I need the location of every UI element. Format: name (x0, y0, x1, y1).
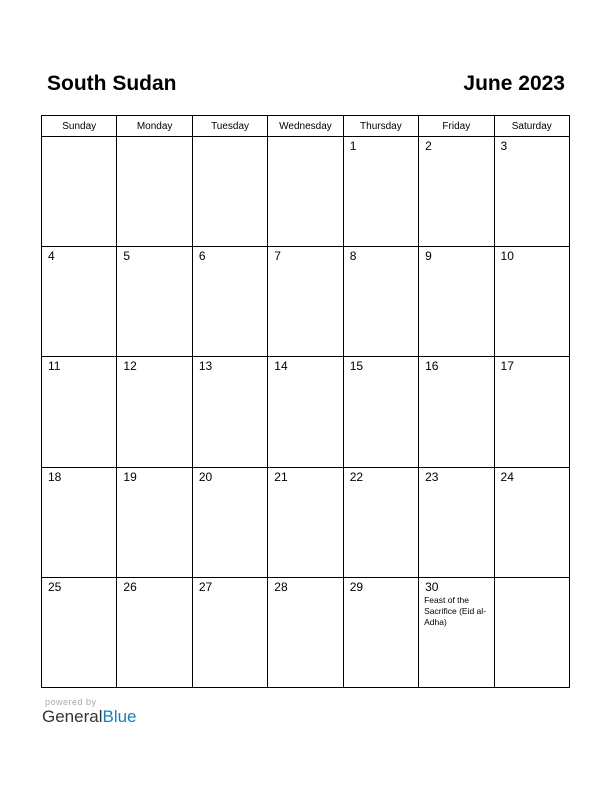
week-row (42, 357, 570, 467)
day-cell (494, 467, 569, 577)
day-number: 10 (500, 249, 514, 264)
brand-part-blue: Blue (102, 707, 137, 726)
day-number: 6 (198, 249, 206, 264)
day-number: 13 (198, 359, 213, 374)
day-cell (494, 137, 569, 247)
day-number (117, 137, 191, 140)
day-number: 12 (123, 359, 137, 374)
day-cell (192, 357, 267, 467)
day-number: 5 (123, 249, 131, 264)
day-number: 30 (425, 579, 439, 594)
week-row (42, 137, 570, 247)
week-row (42, 577, 570, 687)
weekday-header-row (42, 116, 570, 137)
month-title: June 2023 (463, 72, 565, 95)
day-number: 25 (48, 579, 62, 594)
day-cell (117, 467, 192, 577)
week-row (42, 467, 570, 577)
day-cell (42, 357, 117, 467)
day-cell (268, 467, 343, 577)
day-number: 26 (123, 579, 137, 594)
day-number: 15 (349, 359, 364, 374)
day-cell (494, 357, 569, 467)
brand-part-general: General (42, 707, 103, 726)
day-cell (343, 247, 418, 357)
day-cell (343, 577, 418, 687)
day-number: 2 (425, 139, 432, 153)
weekday-monday: Monday (117, 116, 192, 137)
day-cell (192, 577, 267, 687)
day-cell (42, 467, 117, 577)
day-number: 16 (425, 359, 439, 374)
country-title: South Sudan (47, 72, 177, 95)
day-number: 22 (349, 469, 364, 484)
holiday-label: Feast of the Sacrifice (Eid al-Adha) (424, 594, 486, 627)
day-cell (268, 357, 343, 467)
weekday-sunday: Sunday (42, 116, 117, 137)
powered-by-text: powered by (45, 697, 97, 707)
day-number: 18 (48, 469, 62, 484)
day-number: 3 (500, 139, 508, 153)
day-cell (42, 577, 117, 687)
weekday-tuesday: Tuesday (192, 116, 267, 137)
day-cell (419, 137, 494, 247)
weekday-saturday: Saturday (494, 116, 569, 137)
day-cell (343, 137, 418, 247)
day-cell (117, 137, 192, 247)
day-cell (268, 247, 343, 357)
day-cell (268, 137, 343, 247)
day-cell (419, 467, 494, 577)
day-number: 9 (425, 249, 432, 264)
day-number: 7 (274, 249, 281, 264)
day-number (495, 578, 569, 581)
day-cell (117, 577, 192, 687)
day-number: 23 (425, 469, 439, 484)
week-row (42, 247, 570, 357)
day-cell (42, 137, 117, 247)
day-cell (192, 467, 267, 577)
day-number: 14 (274, 359, 288, 374)
weekday-friday: Friday (419, 116, 494, 137)
day-cell (419, 247, 494, 357)
day-cell (117, 357, 192, 467)
calendar-grid (41, 115, 570, 688)
day-number: 21 (274, 469, 288, 484)
day-cell (268, 577, 343, 687)
weekday-wednesday: Wednesday (268, 116, 343, 137)
brand-logo (42, 707, 137, 727)
day-cell (494, 577, 569, 687)
day-number: 28 (274, 579, 288, 594)
day-number: 24 (500, 469, 514, 484)
day-number (42, 137, 116, 140)
day-number: 20 (198, 469, 213, 484)
day-number: 11 (48, 359, 61, 374)
day-number (193, 137, 267, 140)
day-number (268, 137, 342, 140)
day-cell (343, 357, 418, 467)
day-cell (192, 137, 267, 247)
day-cell (192, 247, 267, 357)
day-number: 8 (349, 249, 357, 264)
day-number: 1 (349, 139, 357, 153)
day-number: 17 (500, 359, 514, 374)
day-cell (42, 247, 117, 357)
day-cell (494, 247, 569, 357)
weekday-thursday: Thursday (343, 116, 418, 137)
day-number: 29 (349, 579, 364, 594)
day-number: 27 (198, 579, 213, 594)
day-cell (419, 357, 494, 467)
footer-branding (42, 697, 137, 727)
day-cell (419, 577, 494, 687)
day-cell (117, 247, 192, 357)
day-cell (343, 467, 418, 577)
day-number: 19 (123, 469, 137, 484)
day-number: 4 (48, 249, 55, 264)
